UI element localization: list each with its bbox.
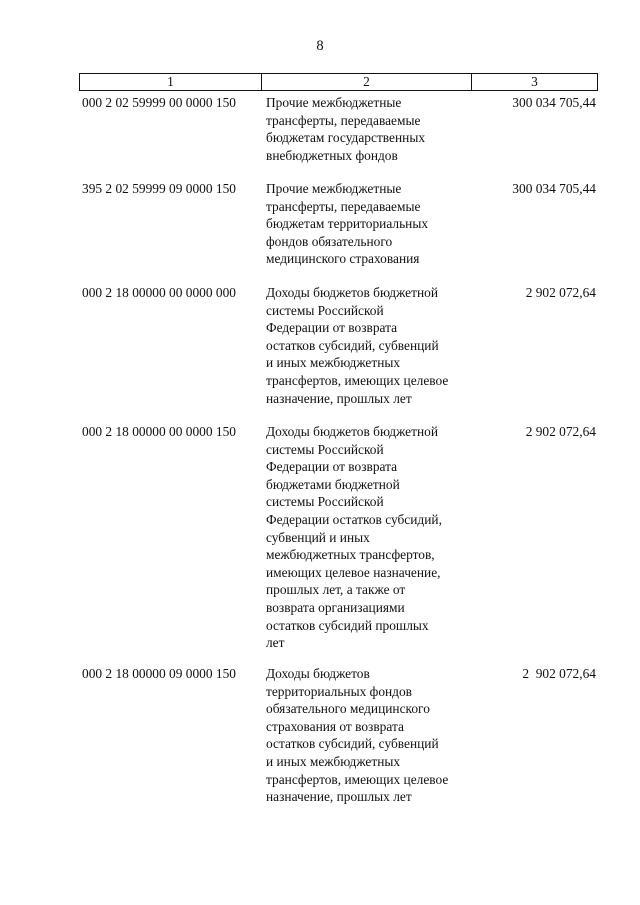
header-col-2: 2 xyxy=(262,74,472,90)
description-line: трансфертов, имеющих целевое xyxy=(266,771,449,787)
header-col-3: 3 xyxy=(531,74,538,89)
description-line: имеющих целевое назначение, xyxy=(266,564,441,580)
description-line: системы Российской xyxy=(266,302,384,318)
row-amount: 2 902 072,64 xyxy=(525,424,596,439)
description-line: бюджетами бюджетной xyxy=(266,476,400,492)
description-line: лет xyxy=(266,635,285,651)
description-line: Федерации остатков субсидий, xyxy=(266,511,442,527)
row-description xyxy=(266,94,476,164)
description-line: и иных межбюджетных xyxy=(266,355,401,371)
description-line: фондов обязательного xyxy=(266,233,393,249)
description-line: и иных межбюджетных xyxy=(266,753,401,769)
description-line: трансферты, передаваемые xyxy=(266,198,421,214)
row-description xyxy=(266,284,476,407)
description-line: трансфертов, имеющих целевое xyxy=(266,372,449,388)
row-code: 000 2 02 59999 00 0000 150 xyxy=(82,95,236,110)
description-line: прошлых лет, а также от xyxy=(266,582,406,598)
row-amount: 300 034 705,44 xyxy=(512,95,596,110)
description-line: страхования от возврата xyxy=(266,718,404,734)
description-line: остатков субсидий, субвенций xyxy=(266,736,439,752)
description-line: системы Российской xyxy=(266,441,384,457)
row-code: 000 2 18 00000 00 0000 150 xyxy=(82,424,236,439)
description-line: Прочие межбюджетные xyxy=(266,181,402,196)
description-line: Федерации от возврата xyxy=(266,320,398,336)
description-line: Доходы бюджетов бюджетной xyxy=(266,424,439,439)
description-line: обязательного медицинского xyxy=(266,701,430,717)
description-line: остатков субсидий прошлых xyxy=(266,617,429,633)
description-line: возврата организациями xyxy=(266,599,405,615)
description-line: Прочие межбюджетные xyxy=(266,95,402,110)
description-line: Федерации от возврата xyxy=(266,459,398,475)
description-line: субвенций и иных xyxy=(266,529,370,545)
description-line: Доходы бюджетов бюджетной xyxy=(266,285,439,300)
row-amount: 2 902 072,64 xyxy=(522,666,596,681)
row-code: 000 2 18 00000 00 0000 000 xyxy=(82,285,236,300)
description-line: остатков субсидий, субвенций xyxy=(266,337,439,353)
description-line: внебюджетных фондов xyxy=(266,147,398,163)
description-line: межбюджетных трансфертов, xyxy=(266,547,435,563)
row-amount: 2 902 072,64 xyxy=(525,285,596,300)
description-line: назначение, прошлых лет xyxy=(266,390,412,406)
description-line: территориальных фондов xyxy=(266,683,413,699)
row-amount: 300 034 705,44 xyxy=(512,181,596,196)
description-line: Доходы бюджетов xyxy=(266,666,370,681)
description-line: бюджетам государственных xyxy=(266,130,426,146)
row-description xyxy=(266,665,476,806)
description-line: назначение, прошлых лет xyxy=(266,789,412,805)
row-description xyxy=(266,423,476,652)
page-number: 8 xyxy=(316,38,324,54)
row-description xyxy=(266,180,476,268)
description-line: системы Российской xyxy=(266,494,384,510)
description-line: трансферты, передаваемые xyxy=(266,112,421,128)
row-code: 395 2 02 59999 09 0000 150 xyxy=(82,181,236,196)
description-line: бюджетам территориальных xyxy=(266,216,429,232)
description-line: медицинского страхования xyxy=(266,251,420,267)
header-col-1: 1 xyxy=(80,74,262,90)
table-header xyxy=(79,73,598,91)
row-code: 000 2 18 00000 09 0000 150 xyxy=(82,666,236,681)
